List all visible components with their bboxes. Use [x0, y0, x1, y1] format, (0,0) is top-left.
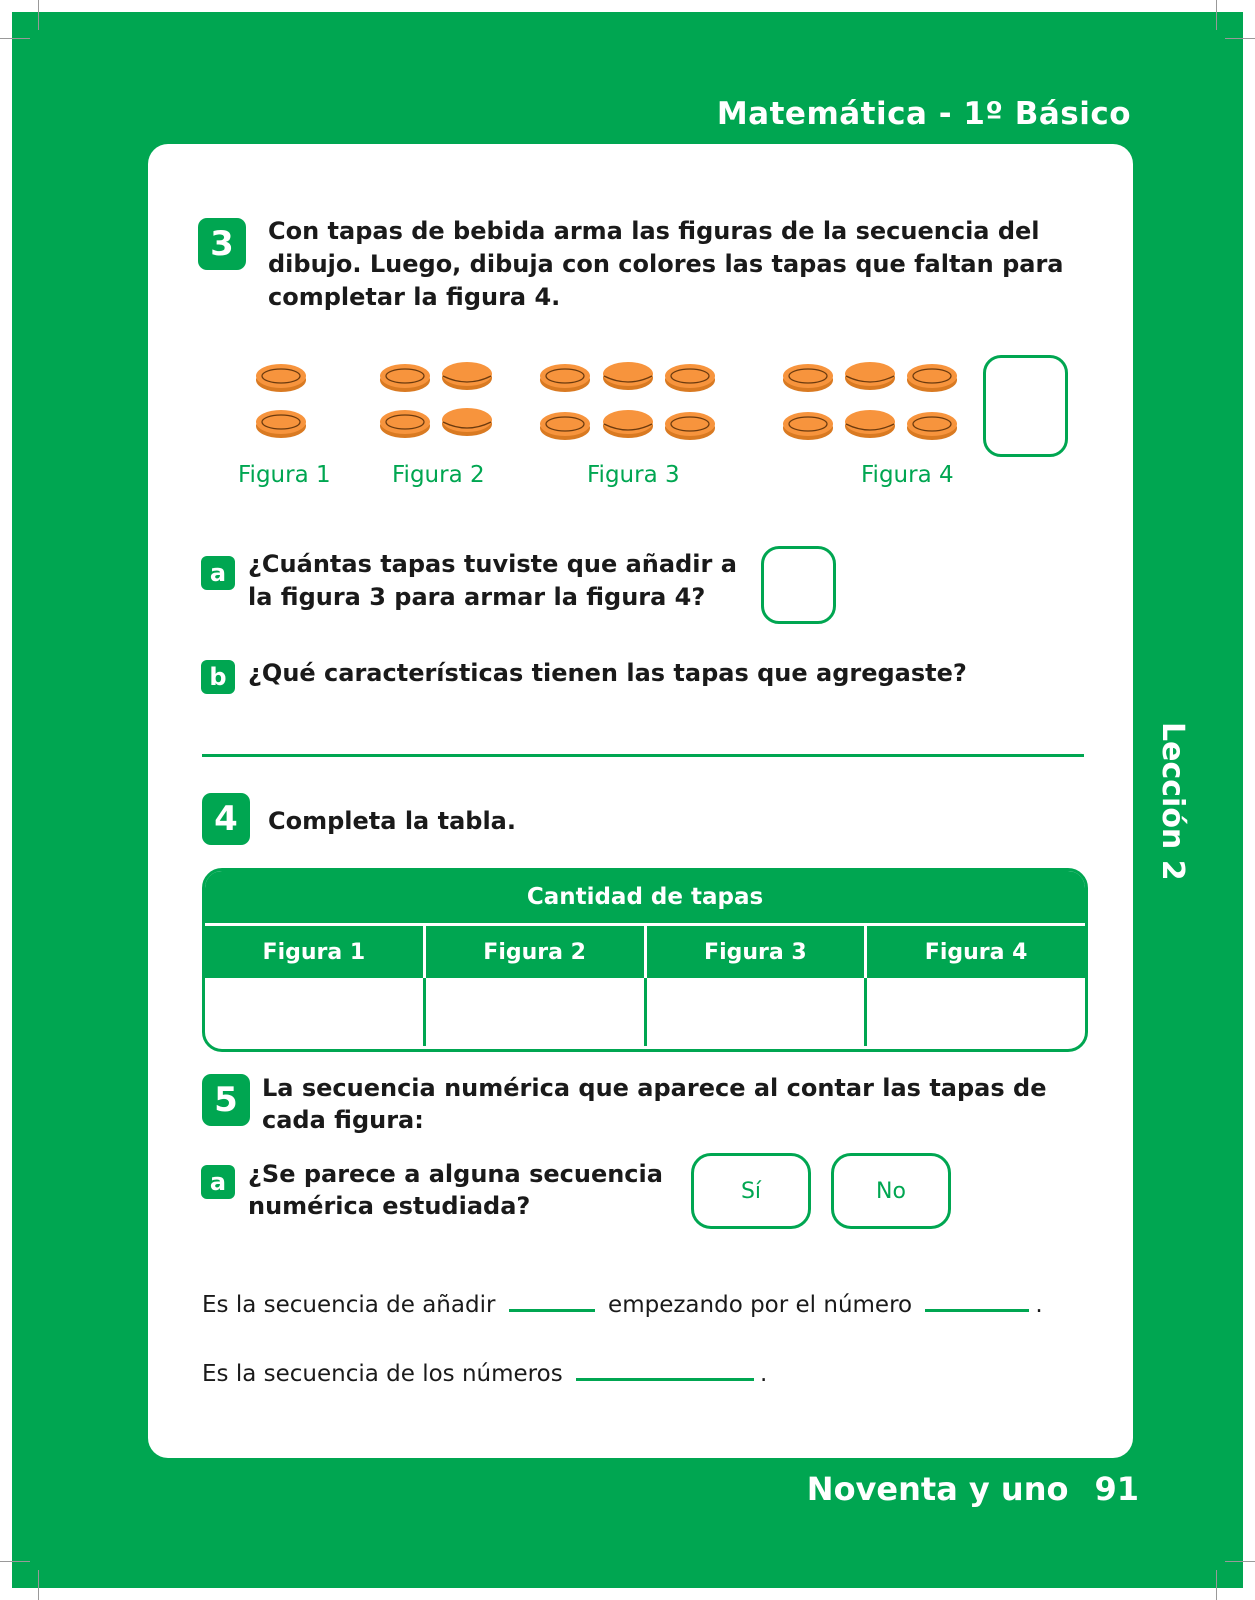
cap-icon [907, 412, 957, 440]
question-5-badge: 5 [202, 1074, 250, 1126]
crop-mark [1216, 0, 1217, 30]
question-5a-text-line1: ¿Se parece a alguna secuencia [248, 1160, 663, 1188]
sequence-sentence-2 [202, 1354, 767, 1387]
sentence-1-part1: Es la secuencia de añadir [202, 1292, 496, 1318]
crop-mark [1216, 1570, 1217, 1600]
table-header-title: Cantidad de tapas [205, 871, 1085, 923]
cap-icon [380, 364, 430, 392]
sequence-sentence-1 [202, 1285, 1043, 1318]
crop-mark [0, 38, 30, 39]
table-answer-cell-figura-2[interactable] [423, 978, 644, 1046]
question-3-text-line2: dibujo. Luego, dibuja con colores las tapas que faltan para [268, 250, 1064, 278]
answer-3a-box[interactable] [761, 546, 836, 624]
blank-add-amount[interactable] [509, 1285, 595, 1312]
question-3-badge: 3 [198, 218, 246, 270]
cap-icon [783, 412, 833, 440]
cap-icon [845, 362, 895, 390]
figure-4-drawing-box[interactable] [983, 355, 1068, 457]
sentence-1-end: . [1035, 1292, 1043, 1318]
table-answer-cell-figura-3[interactable] [644, 978, 865, 1046]
cap-icon [256, 410, 306, 438]
cap-icon [603, 362, 653, 390]
question-4-badge: 4 [202, 793, 250, 845]
cap-icon [540, 412, 590, 440]
table-column-header: Figura 4 [864, 926, 1085, 978]
question-3b-badge: b [201, 660, 235, 694]
page-number: 91 [1094, 1470, 1139, 1508]
cap-icon [442, 408, 492, 436]
caps-count-table [202, 868, 1088, 1052]
cap-icon [540, 364, 590, 392]
table-answer-cell-figura-1[interactable] [205, 978, 423, 1046]
sentence-1-part2: empezando por el número [608, 1292, 913, 1318]
question-3-text-line3: completar la figura 4. [268, 283, 561, 311]
figure-1-label: Figura 1 [238, 462, 331, 488]
page-header-title: Matemática - 1º Básico [716, 96, 1131, 132]
option-no-button[interactable]: No [831, 1153, 951, 1229]
question-3-text-line1: Con tapas de bebida arma las figuras de la secuencia del [268, 217, 1040, 245]
cap-icon [665, 364, 715, 392]
question-5a-text-line2: numérica estudiada? [248, 1192, 531, 1220]
lesson-side-label-wrapper [1155, 722, 1255, 881]
question-3a-text-line2: la figura 3 para armar la figura 4? [248, 583, 706, 611]
figure-3-label: Figura 3 [587, 462, 680, 488]
cap-icon [256, 364, 306, 392]
cap-icon [907, 364, 957, 392]
question-5a-badge: a [201, 1165, 235, 1199]
option-si-button[interactable]: Sí [691, 1153, 811, 1229]
sentence-2-text: Es la secuencia de los números [202, 1361, 563, 1387]
table-answer-cell-figura-4[interactable] [864, 978, 1085, 1046]
question-3b-text: ¿Qué características tienen las tapas que agregaste? [248, 659, 967, 687]
crop-mark [0, 1561, 30, 1562]
answer-3b-line[interactable] [202, 754, 1084, 757]
question-5-text-line1: La secuencia numérica que aparece al contar las tapas de [262, 1074, 1047, 1102]
crop-mark [1225, 38, 1255, 39]
table-column-header: Figura 1 [262, 939, 366, 965]
blank-numbers-type[interactable] [576, 1354, 754, 1381]
lesson-side-label: Lección 2 [1155, 722, 1190, 881]
question-4-text: Completa la tabla. [268, 807, 516, 835]
cap-icon [603, 410, 653, 438]
crop-mark [38, 1570, 39, 1600]
sentence-2-end: . [760, 1361, 768, 1387]
figure-2-label: Figura 2 [392, 462, 485, 488]
table-answer-row [205, 978, 1085, 1046]
question-3a-badge: a [201, 556, 235, 590]
crop-mark [1225, 1561, 1255, 1562]
page-number-words: Noventa y uno [806, 1470, 1069, 1508]
crop-mark [38, 0, 39, 30]
cap-icon [665, 412, 715, 440]
figure-4-label: Figura 4 [861, 462, 954, 488]
cap-icon [845, 410, 895, 438]
cap-icon [783, 364, 833, 392]
question-5-text-line2: cada figura: [262, 1106, 424, 1134]
question-3a-text-line1: ¿Cuántas tapas tuviste que añadir a [248, 550, 737, 578]
page-footer [807, 1470, 1139, 1508]
table-column-headers [205, 923, 1085, 978]
blank-start-number[interactable] [925, 1285, 1029, 1312]
table-column-header: Figura 3 [644, 926, 865, 978]
cap-icon [442, 362, 492, 390]
cap-icon [380, 410, 430, 438]
table-column-header: Figura 2 [423, 926, 644, 978]
content-card [148, 144, 1133, 1458]
